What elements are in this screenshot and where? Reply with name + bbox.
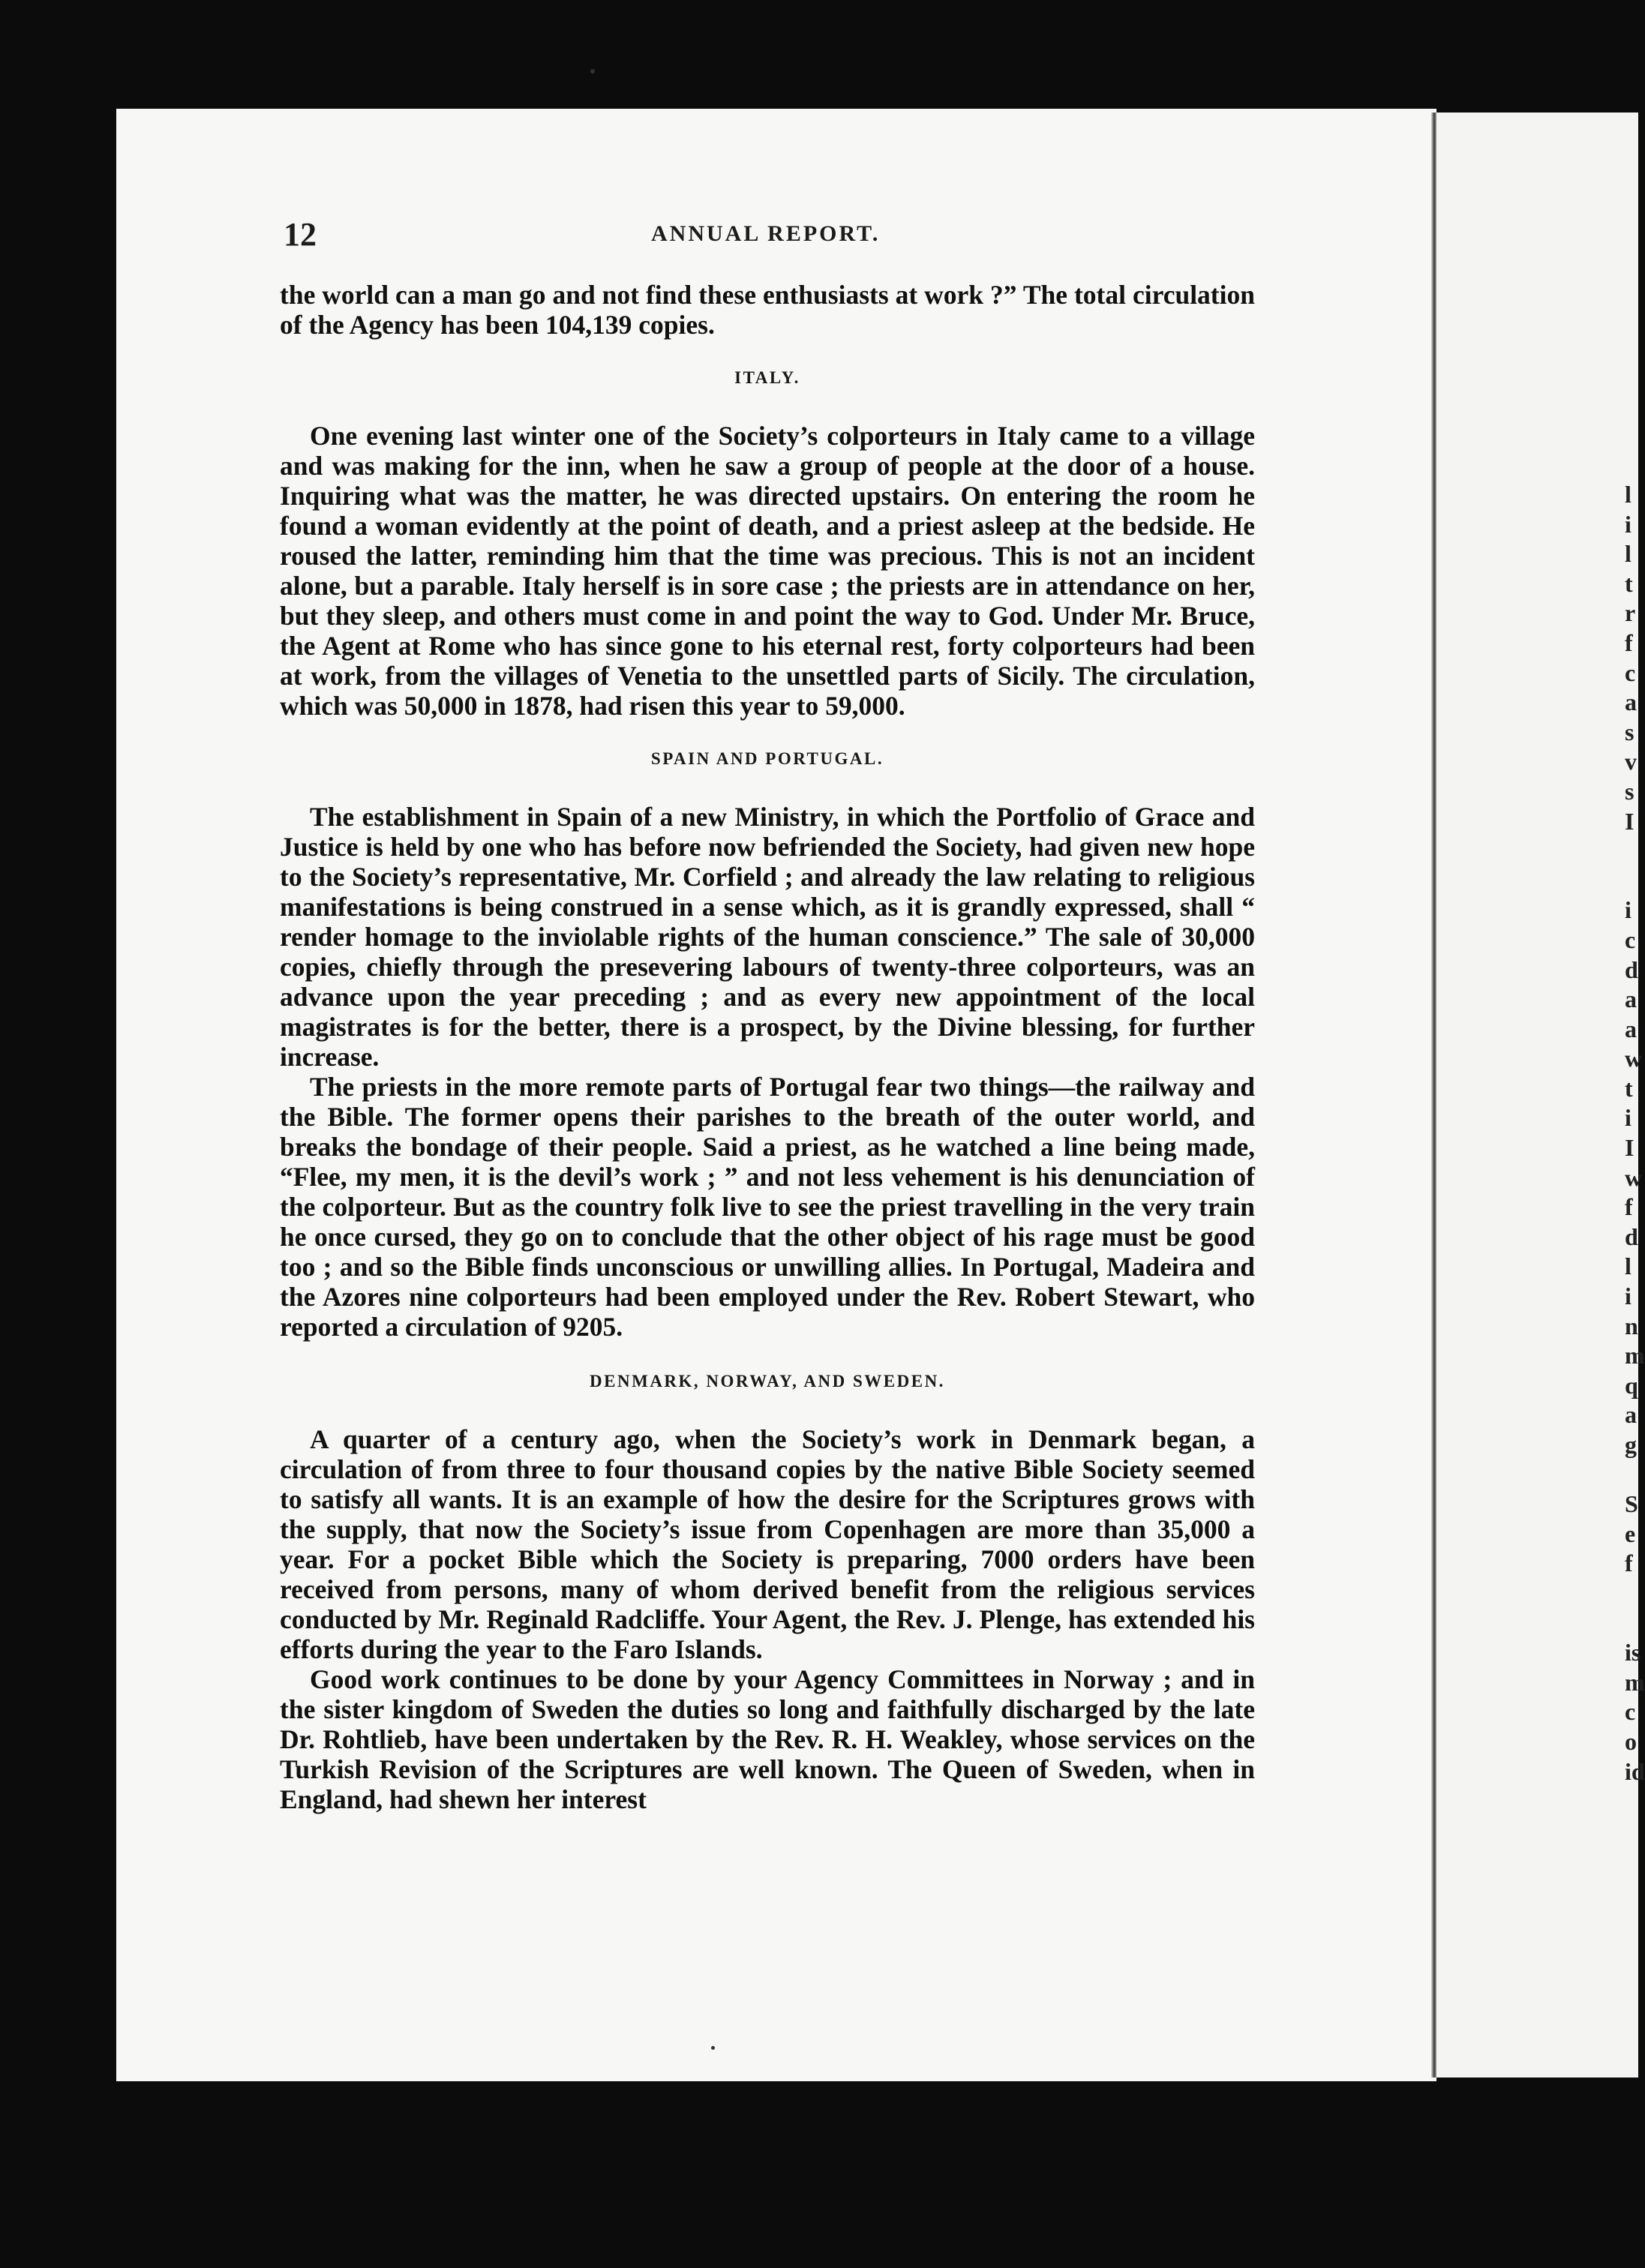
facing-page-letter: l: [1625, 1252, 1631, 1280]
facing-page-letter: r: [1625, 599, 1636, 627]
spain-paragraph: The establishment in Spain of a new Ministry, in which the Portfolio of Grace and Justice is held by one who has before now befriended the Society, had given new hope to the Society’s representative, Mr. Corfield ; and already the law relating to religious manifestations is being construed in a sense which, as it is grandly expressed, shall “ render homage to the inviolable rights of the human conscience.” The sale of 30,000 copies, chiefly through the presevering labours of twenty-three colporteurs, was an advance upon the year preceding ; and as every new appointment of the local magistrates is for the better, there is a prospect, by the Divine blessing, for further increase.: [280, 802, 1255, 1072]
facing-page-letter: a: [1625, 1401, 1637, 1429]
opening-paragraph: the world can a man go and not find these enthusiasts at work ?” The total circulation of the Agency has been 104,139 copies.: [280, 280, 1255, 340]
facing-page-letter: f: [1625, 628, 1633, 656]
facing-page-letter: w: [1625, 1045, 1643, 1072]
facing-page-letter: [1625, 866, 1638, 896]
facing-page-letter: [1625, 1609, 1638, 1639]
norway-sweden-paragraph: Good work continues to be done by your Agency Committees in Norway ; and in the sister kingdom of Sweden the duties so long and faithfully discharged by the late Dr. Rohtlieb, have been undertaken by the Rev. R. H. Weakley, whose services on the Turkish Revision of the Scriptures are well known. The Queen of Sweden, when in England, had shewn her interest: [280, 1664, 1255, 1814]
denmark-paragraph: A quarter of a century ago, when the Society’s work in Denmark began, a circulation of from three to four thousand copies by the native Bible Society seemed to satisfy all wants. It is an example of how the desire for the Scriptures grows with the supply, that now the Society’s issue from Copenhagen are more than 35,000 a year. For a pocket Bible which the Society is preparing, 7000 orders have been received from persons, many of whom derived benefit from the religious services conducted by Mr. Reginald Radcliffe. Your Agent, the Rev. J. Plenge, has extended his efforts during the year to the Faro Islands.: [280, 1424, 1255, 1664]
facing-page-letter: c: [1625, 926, 1636, 953]
facing-page-letter: m: [1625, 1342, 1645, 1370]
facing-page-letter: c: [1625, 1698, 1636, 1726]
speck: [590, 69, 595, 74]
facing-page-letter: [1625, 836, 1638, 866]
facing-page-letter: w: [1625, 1163, 1643, 1191]
facing-page-letter: m: [1625, 1668, 1645, 1696]
facing-page-letter: c: [1625, 658, 1636, 686]
facing-page-letter: id: [1625, 1757, 1645, 1785]
running-head: ANNUAL REPORT.: [651, 221, 881, 246]
facing-page-letter: d: [1625, 1222, 1638, 1250]
page-header: [284, 215, 1251, 253]
page-body: [280, 280, 1255, 1814]
facing-page-letter: I: [1625, 807, 1634, 835]
italy-paragraph: One evening last winter one of the Society’s colporteurs in Italy came to a village and was making for the inn, when he saw a group of people at the door of a house. Inquiring what was the matter, he was directed upstairs. On entering the room he found a woman evidently at the point of death, and a priest asleep at the bedside. He roused the latter, reminding him that the time was precious. This is not an incident alone, but a parable. Italy herself is in sore case ; the priests are in attendance on her, but they sleep, and others must come in and point the way to God. Under Mr. Bruce, the Agent at Rome who has since gone to his eternal rest, forty colporteurs had been at work, from the villages of Venetia to the unsettled parts of Sicily. The circulation, which was 50,000 in 1878, had risen this year to 59,000.: [280, 421, 1255, 721]
facing-page-letter: d: [1625, 956, 1638, 983]
facing-page-letter: [1625, 1579, 1638, 1609]
facing-page-letter: a: [1625, 1015, 1637, 1042]
facing-page-letter: t: [1625, 1074, 1633, 1102]
facing-page-letter: i: [1625, 896, 1631, 924]
section-heading-spain-portugal: SPAIN AND PORTUGAL.: [650, 749, 884, 768]
facing-page-letter: I: [1625, 1134, 1634, 1162]
facing-page-letter: l: [1625, 481, 1631, 508]
facing-page-letter: e: [1625, 1520, 1636, 1547]
facing-page-letter: s: [1625, 718, 1634, 746]
facing-page-letter: g: [1625, 1431, 1637, 1458]
facing-page-letter: a: [1625, 986, 1637, 1013]
portugal-paragraph: The priests in the more remote parts of Portugal fear two things—the railway and the Bible. The former opens their parishes to the breath of the outer world, and breaks the bondage of their people. Said a priest, as he watched a line being made, “Flee, my men, it is the devil’s work ; ” and not less vehement is his denunciation of the colporteur. But as the country folk live to see the priest travelling in the very train he once cursed, they go on to conclude that the other object of his rage must be good too ; and so the Bible finds unconscious or unwilling allies. In Portugal, Madeira and the Azores nine colporteurs had been employed under the Rev. Robert Stewart, who reported a circulation of 9205.: [280, 1072, 1255, 1342]
section-heading-scandinavia: DENMARK, NORWAY, AND SWEDEN.: [590, 1372, 945, 1390]
facing-page-letter: i: [1625, 510, 1631, 538]
facing-page-letter: f: [1625, 1193, 1633, 1221]
facing-page-letter: f: [1625, 1550, 1633, 1577]
section-heading-italy: ITALY.: [734, 368, 800, 387]
facing-page-letter: i: [1625, 1104, 1631, 1132]
facing-page-letter: is: [1625, 1639, 1641, 1666]
facing-page-letter: n: [1625, 1312, 1638, 1340]
facing-page-letter: S: [1625, 1490, 1638, 1518]
facing-page-letter: s: [1625, 777, 1634, 805]
speck: [711, 2046, 715, 2050]
facing-page-letter: i: [1625, 1282, 1631, 1310]
facing-page-letter: [1625, 1460, 1638, 1490]
facing-page-letter: q: [1625, 1371, 1638, 1399]
facing-page-letter: t: [1625, 569, 1633, 597]
page-number: 12: [284, 216, 317, 253]
facing-page-text-edge: [1625, 480, 1645, 1786]
facing-page-letter: o: [1625, 1727, 1637, 1755]
facing-page-letter: a: [1625, 688, 1637, 716]
facing-page: [1436, 112, 1645, 2078]
facing-page-letter: v: [1625, 748, 1637, 776]
facing-page-letter: l: [1625, 540, 1631, 568]
